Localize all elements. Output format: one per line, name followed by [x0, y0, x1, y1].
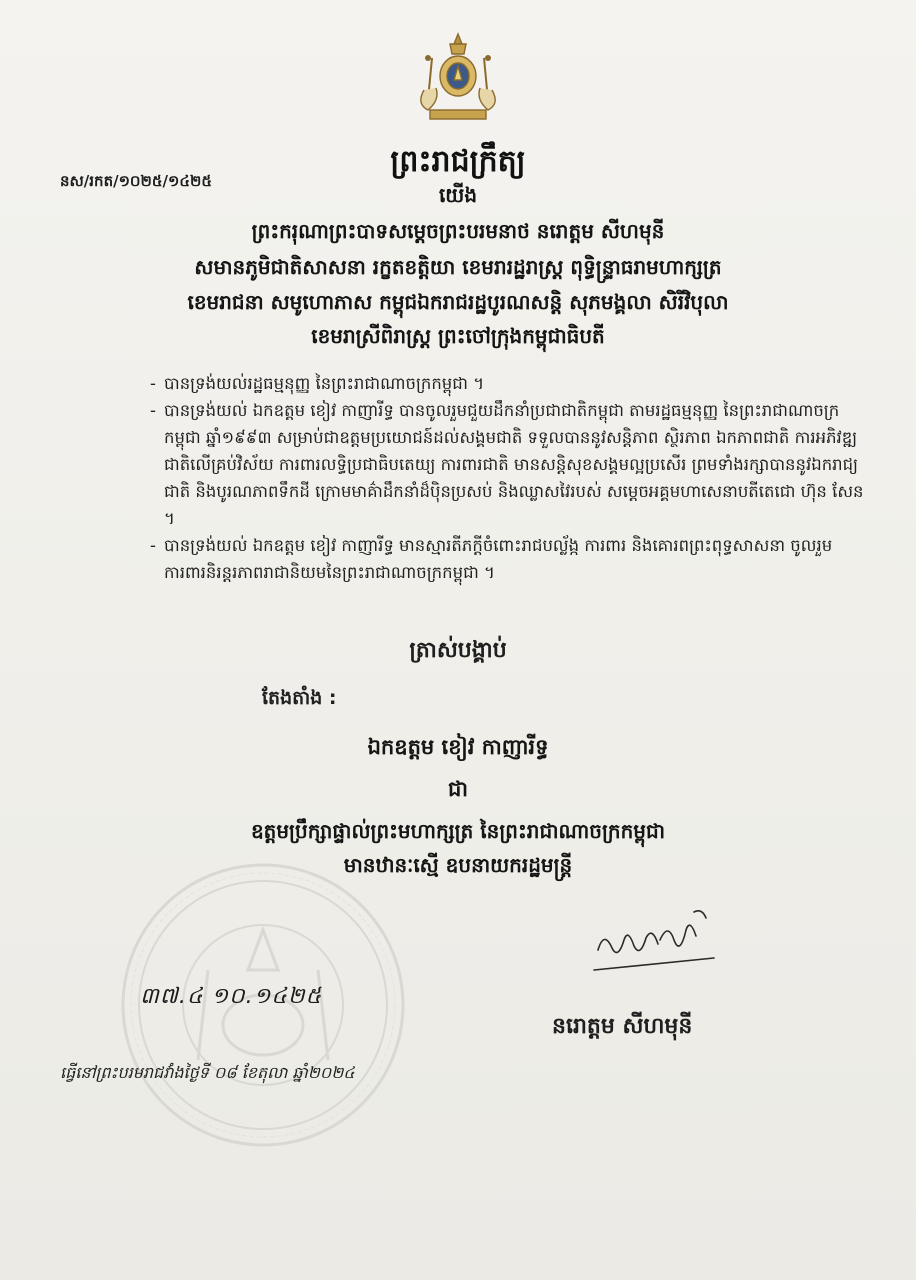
- decree-title: ព្រះរាជក្រឹត្យ: [390, 144, 526, 179]
- place-and-date: ធ្វើនៅព្រះបរមរាជវាំងថ្ងៃទី ០៨ ខែតុលា ឆ្នាំ២០២៤: [60, 1063, 355, 1082]
- royal-coat-of-arms-icon: [410, 30, 506, 126]
- royal-title-line-2: សមានភូមិជាតិសាសនា រក្ខតខត្តិយា ខេមរារដ្ឋរាស្ត្រ ពុទ្ធិន្ទ្រាធរាមហាក្សត្រ: [194, 255, 722, 279]
- reference-number: នស/រកត/១០២៥/១៤២៥: [60, 172, 212, 190]
- signer-name: នរោត្តម សីហមុនី: [552, 1014, 693, 1039]
- consideration-item: - បានទ្រង់យល់ ឯកឧត្តម ខៀវ កាញារីទ្ធ បានចូលរួមជួយដឹកនាំប្រជាជាតិកម្ពុជា តាមរដ្ឋធម្មនុញ្ញ នៃព្រះរាជាណាចក្រកម្ពុជា ឆ្នាំ១៩៩៣ សម្រាប់ជាឧត្តមប្រយោជន៍ដល់សង្គមជាតិ ទទួលបាននូវសន្តិភាព ស្ថិរភាព ឯកភាពជាតិ ការអភិវឌ្ឍជាតិលើគ្រប់វិស័យ ការពារលទ្ធិប្រជាធិបតេយ្យ ការពារជាតិ មានសន្តិសុខសង្គមល្អប្រសើរ ព្រមទាំងរក្សាបាននូវឯករាជ្យជាតិ និងបូរណភាពទឹកដី ក្រោមមាគ៌ាដឹកនាំដ៏ប៉ិនប្រសប់ និងឈ្លាសវៃរបស់ សម្តេចអគ្គមហាសេនាបតីតេជោ ហ៊ុន សែន ។: [150, 397, 870, 532]
- handwritten-date: ៣៧.៤ ១០.១៤២៥: [140, 984, 323, 1009]
- consideration-item: - បានទ្រង់យល់រដ្ឋធម្មនុញ្ញ នៃព្រះរាជាណាចក្រកម្ពុជា ។: [150, 370, 870, 397]
- appoint-label: តែងតាំង :: [262, 687, 337, 709]
- yeung-heading: យើង: [438, 183, 478, 207]
- position-title: ឧត្តមប្រឹក្សាផ្ទាល់ព្រះមហាក្សត្រ នៃព្រះរាជាណាចក្រកម្ពុជា: [250, 819, 666, 843]
- consideration-item: - បានទ្រង់យល់ ឯកឧត្តម ខៀវ កាញារីទ្ធ មានស្មារតីភក្តីចំពោះរាជបល្ល័ង្ក ការពារ និងគោរពព្រះពុទ្ធសាសនា ចូលរួមការពារនិរន្តរភាពរាជានិយមនៃព្រះរាជាណាចក្រកម្ពុជា ។: [150, 532, 870, 586]
- handwritten-signature-icon: [590, 900, 720, 980]
- royal-title-line-1: ព្រះករុណាព្រះបាទសម្តេចព្រះបរមនាថ នរោត្តម សីហមុនី: [251, 219, 665, 243]
- as-word: ជា: [448, 777, 468, 801]
- royal-title-line-4: ខេមរាស្រីពិរាស្ត្រ ព្រះចៅក្រុងកម្ពុជាធិបតី: [311, 324, 605, 348]
- appointee-name: ឯកឧត្តម ខៀវ កាញារីទ្ធ: [367, 735, 549, 759]
- royal-title-line-3: ខេមរាជនា សមូហោភាស កម្ពុជឯករាជរដ្ឋបូរណសន្តិ សុភមង្គលា សិរីវិបុលា: [187, 290, 729, 314]
- order-heading: ត្រាស់បង្គាប់: [409, 638, 507, 663]
- considerations-list: [150, 370, 870, 586]
- rank-line: មានឋានៈស្មើ ឧបនាយករដ្ឋមន្ត្រី: [343, 853, 573, 877]
